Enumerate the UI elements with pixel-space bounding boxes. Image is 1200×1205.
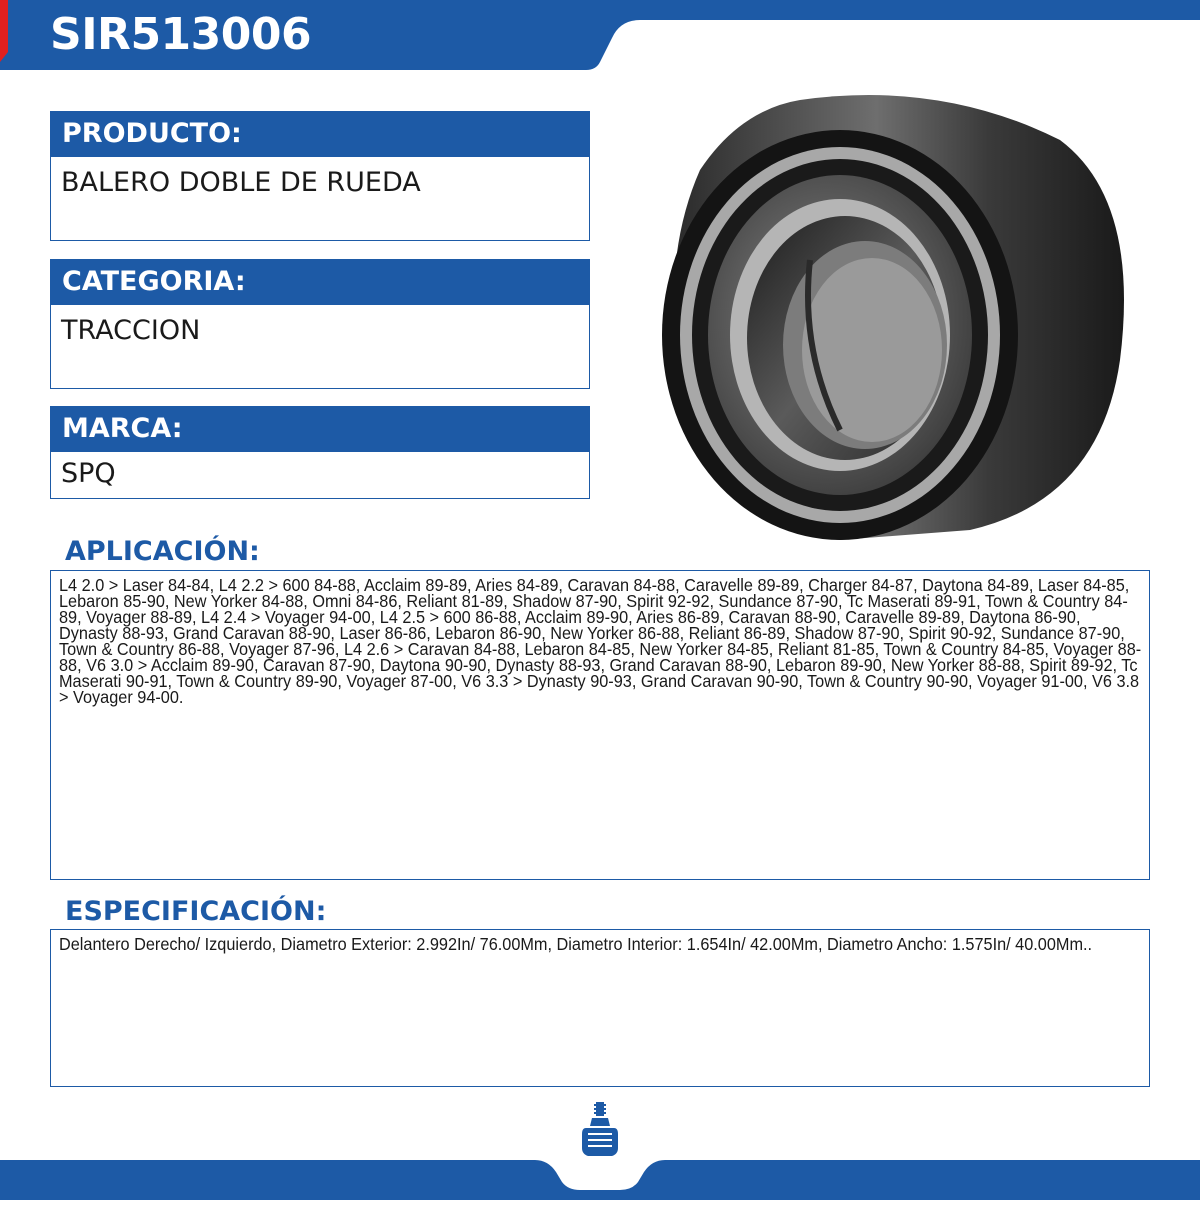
field-value-categoria: TRACCION — [50, 305, 590, 389]
field-producto — [50, 111, 590, 241]
especificacion-box — [50, 929, 1150, 1087]
field-label-marca: MARCA: — [50, 406, 590, 452]
especificacion-title: ESPECIFICACIÓN: — [65, 896, 327, 927]
field-marca — [50, 406, 590, 499]
aplicacion-title: APLICACIÓN: — [65, 536, 260, 567]
field-label-categoria: CATEGORIA: — [50, 259, 590, 305]
field-categoria — [50, 259, 590, 389]
aplicacion-text: L4 2.0 > Laser 84-84, L4 2.2 > 600 84-88, Acclaim 89-89, Aries 84-89, Caravan 84-88, Caravelle 89-89, Charger 84-87, Daytona 84-89, Laser 84-85, Lebaron 85-90, New Yorker 84-88, Omni 84-86, Reliant 81-89, Shadow 87-90, Spirit 92-92, Sundance 87-90, Tc Maserati 89-91, Town & Country 84-89, Voyager 88-89, L4 2.4 > Voyager 94-00, L4 2.5 > 600 86-88, Acclaim 89-90, Aries 86-89, Caravan 88-90, Caravelle 89-89, Daytona 86-90, Dynasty 88-93, Grand Caravan 88-90, Laser 86-86, Lebaron 86-90, New Yorker 86-88, Reliant 86-89, Shadow 87-90, Spirit 90-92, Sundance 87-90, Town & Country 86-88, Voyager 87-96, L4 2.6 > Caravan 84-88, Lebaron 84-85, New Yorker 84-85, Reliant 81-85, Town & Country 84-85, Voyager 88-88, V6 3.0 > Acclaim 89-90, Caravan 87-90, Daytona 90-90, Dynasty 88-93, Grand Caravan 88-90, Lebaron 89-90, New Yorker 88-88, Spirit 89-92, Tc Maserati 90-91, Town & Country 89-90, Voyager 87-00, V6 3.3 > Dynasty 90-93, Grand Caravan 90-90, Town & Country 90-90, Voyager 91-00, V6 3.8 > Voyager 94-00. — [59, 575, 1142, 707]
cv-joint-icon — [576, 1100, 624, 1162]
footer-label: TRACCIÓN — [566, 1166, 634, 1181]
especificacion-text: Delantero Derecho/ Izquierdo, Diametro Exterior: 2.992In/ 76.00Mm, Diametro Interior: 1.654In/ 42.00Mm, Diametro Ancho: 1.575In/ 40.00Mm.. — [59, 934, 1093, 954]
part-number: SIR513006 — [50, 9, 312, 60]
aplicacion-box — [50, 570, 1150, 880]
red-accent — [0, 0, 12, 62]
field-value-producto: BALERO DOBLE DE RUEDA — [50, 157, 590, 241]
field-label-producto: PRODUCTO: — [50, 111, 590, 157]
product-image-bearing — [640, 60, 1160, 560]
field-value-marca: SPQ — [50, 452, 590, 499]
